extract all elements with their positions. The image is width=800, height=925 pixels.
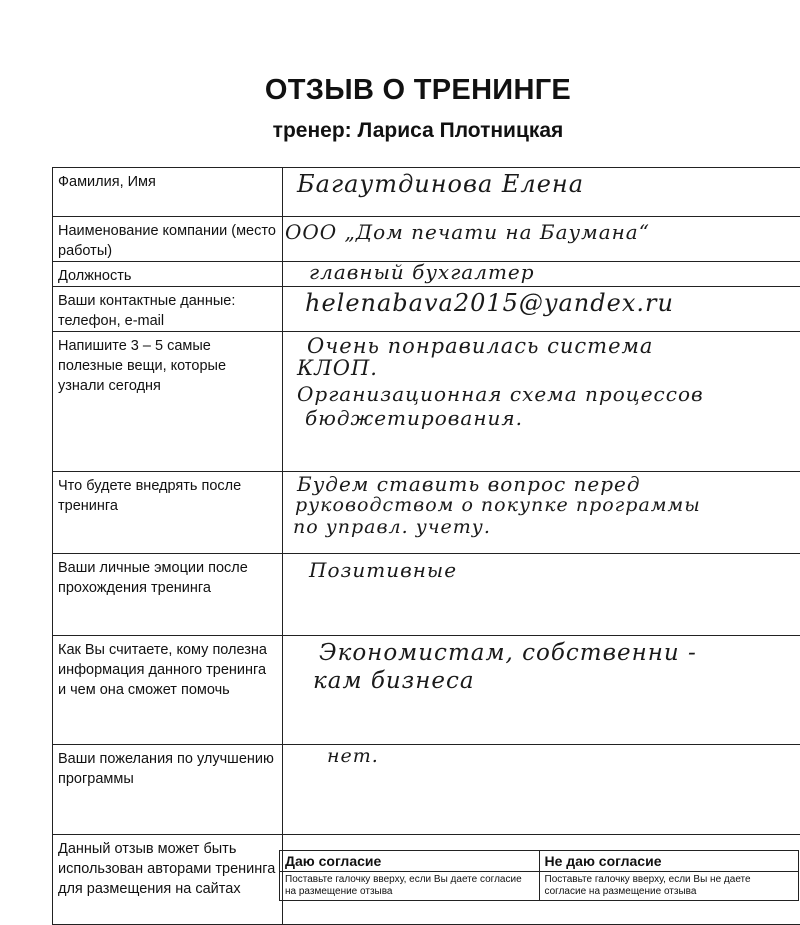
handwriting-line: кам бизнеса [313,668,475,694]
row-useful [53,332,800,472]
handwriting-line: нет. [327,745,379,767]
row-audience [53,636,800,745]
handwriting-line: Будем ставить вопрос перед [297,472,641,496]
label-implement: Что будете внедрять после тренинга [53,472,283,554]
label-company: Наименование компании (место работы) [53,217,283,262]
handwriting-line: helenabava2015@yandex.ru [305,289,674,317]
label-audience: Как Вы считаете, кому полезна информация данного тренинга и чем она сможет помочь [53,636,283,745]
row-emotions [53,554,800,636]
handwriting-line: Экономистам, собственни - [319,640,697,666]
handwriting-line: Позитивные [309,558,457,582]
handwriting-line: по управл. учету. [293,516,491,538]
row-contacts [53,287,800,332]
handwriting-line: Багаутдинова Елена [297,170,584,198]
answer-useful[interactable] [283,332,800,472]
handwriting-line: ООО „Дом печати на Баумана“ [285,220,650,244]
answer-wishes[interactable] [283,745,800,835]
row-name [53,168,800,217]
row-position [53,262,800,287]
feedback-form [52,167,800,925]
label-useful: Напишите 3 – 5 самые полезные вещи, которые узнали сегодня [53,332,283,472]
answer-position[interactable] [283,262,800,287]
handwriting-line: бюджетирования. [305,406,523,430]
answer-contacts[interactable] [283,287,800,332]
answer-name[interactable] [283,168,800,217]
consent-agree-note: Поставьте галочку вверху, если Вы даете согласие на размещение отзыва [280,872,540,901]
handwriting-line: Организационная схема процессов [297,382,704,406]
label-name: Фамилия, Имя [53,168,283,217]
handwriting-line: руководством о покупке программы [295,494,701,516]
row-company [53,217,800,262]
label-wishes: Ваши пожелания по улучшению программы [53,745,283,835]
handwriting-line: главный бухгалтер [309,260,535,284]
answer-company[interactable] [283,217,800,262]
consent-disagree-note: Поставьте галочку вверху, если Вы не даете согласие на размещение отзыва [539,872,799,901]
trainer-subtitle: тренер: Лариса Плотницкая [0,119,800,143]
answer-emotions[interactable] [283,554,800,636]
handwriting-line: Очень понравилась система [307,334,653,358]
label-contacts: Ваши контактные данные: телефон, e-mail [53,287,283,332]
consent-disagree-label[interactable]: Не даю согласие [539,851,799,872]
consent-agree-label[interactable]: Даю согласие [280,851,540,872]
answer-implement[interactable] [283,472,800,554]
handwriting-line: КЛОП. [297,356,378,380]
label-position: Должность [53,262,283,287]
label-emotions: Ваши личные эмоции после прохождения тренинга [53,554,283,636]
row-implement [53,472,800,554]
form-title: ОТЗЫВ О ТРЕНИНГЕ [0,74,800,107]
row-wishes [53,745,800,835]
label-permission: Данный отзыв может быть использован авторами тренинга для размещения на сайтах [53,835,283,925]
answer-audience[interactable] [283,636,800,745]
consent-table [279,850,799,901]
